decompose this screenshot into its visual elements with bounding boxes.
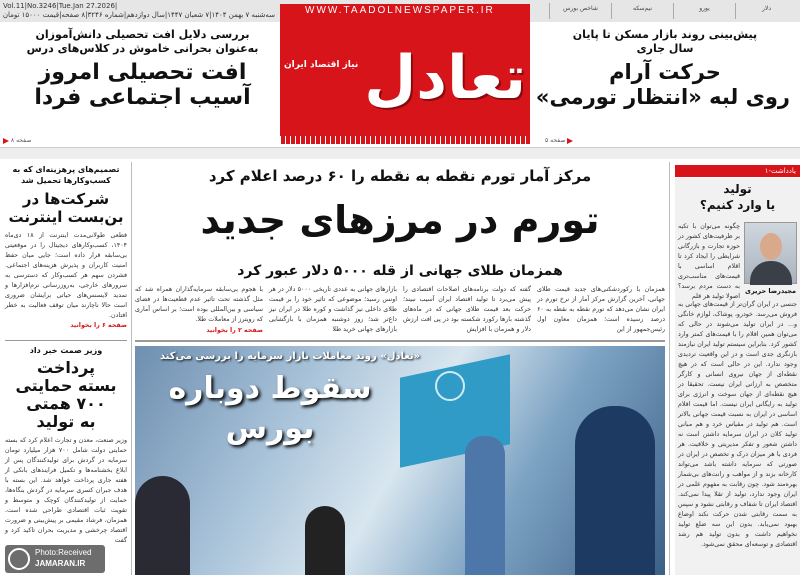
ticker-half-coin: نیم‌سکه [611,3,673,19]
story-headline-line2: روی لبه «انتظار تورمی» [535,85,790,109]
person-figure [465,436,505,575]
person-figure [575,406,655,575]
lead-kicker: مرکز آمار تورم نقطه به نقطه را ۶۰ درصد اعلام کرد [208,167,592,185]
note-lead: چگونه می‌توان با تکیه بر ظرفیت‌های کشور در حوزه تجارت و بازرگانی شرایطی را ایجاد کرد تا اقلام اساسی با قیمت‌های مناسب‌تری به دست مردم برسد؟ اصولا تولید هر قلم [678,223,740,300]
ticker-stock-index: شاخص بورس [549,3,611,19]
logo-tagline: نیاز اقتصاد ایران [284,60,359,70]
website-url: WWW.TAADOLNEWSPAPER.IR [305,5,495,16]
photo-credit-source: JAMARAN.IR [35,559,86,568]
lead-column-4: با هجوم بی‌سابقه سرمایه‌گذاران همراه شد که مثل گذشته تحت تاثیر عدم قطعیت‌ها در فضای سیاسی و بین‌المللی بوده است؛ بر اساس آماری که رویترز از معاملات طلا. [135,286,263,323]
author-name: مجیدرضا حریری [744,287,796,295]
top-left-story[interactable] [20,28,265,110]
author-photo [744,222,797,284]
story-body: قطعی طولانی‌مدت اینترنت از ۱۸ دی‌ماه ۱۴۰۴، کسب‌وکارهای دیجیتال را در موقعیتی بی‌سابقه قرار داده است؛ جایی میان حفظ امنیت کاربران و پذیرش هزینه‌های اجتماعی. فشردن سهم هر کسب‌وکار که دسترسی به سرورهای خارجی، به‌روزرسانی نرم‌افزارها و تمدید لایسنس‌های حیاتی برایشان ضروری است حالا ناچارند میان توقف فعالیت به خطر افتادن. [5,232,128,319]
left-story-1[interactable] [5,164,127,331]
note-title-line2[interactable]: یا وارد کنیم؟ [699,198,776,212]
logo-ruler-decoration [280,136,530,144]
story-headline-line3: ۷۰۰ همتی [26,394,106,413]
continue-link[interactable]: صفحه ۶ را بخوانید [70,322,127,329]
story-headline: شرکت‌ها در [22,190,110,208]
ticker-euro: یورو [673,3,735,19]
ticker-dollar: دلار [735,3,797,19]
logo-wordmark: تعادل [364,43,526,113]
note-title[interactable]: تولید [723,182,752,196]
photo-story-headline-line2[interactable]: بورس [225,411,315,446]
story-headline-line2: بسته حمایتی [15,376,117,395]
lead-continue-link[interactable]: صفحه ۲ را بخوانید [206,327,263,334]
section-divider [0,147,800,159]
divider [5,340,127,341]
story-kicker: بررسی دلایل افت تحصیلی دانش‌آموزان به‌عنوان بحرانی خاموش در کلاس‌های درس [26,28,259,55]
photo-credit-text: Photo:Received [35,548,92,557]
story-kicker: وزیر صمت خبر داد [29,346,103,355]
story-headline-line2: بن‌بست اینترنت [8,208,124,226]
author-suit [750,261,792,285]
photo-credit-watermark [5,545,105,573]
story-headline: افت تحصیلی امروز [38,60,247,85]
story-headline: حرکت آرام [609,60,721,84]
left-story-2[interactable] [5,345,127,544]
person-figure [305,506,345,575]
story-headline-line2: آسیب اجتماعی فردا [34,85,251,110]
lead-column-2: گفته که دولت برنامه‌های اصلاحات اقتصادی را پیش می‌برد تا تولید اقتصاد ایران آسیب نبیند؛ حرکت بعد قیمت طلای جهانی که در ماه‌های گذشته بارها رکورد شکسته بود در پی افت ارزش دلار و همزمان با افزایش [403,286,531,333]
jamaran-logo-icon [8,548,30,570]
note-label-bar: یادداشت-۱ [675,165,800,177]
page-reference-left[interactable]: صفحه ۸ [3,137,31,145]
dateline-english: Vol.11|No.3246|Tue.Jan 27.2026| [3,2,118,10]
person-figure [135,476,190,575]
story-body: وزیر صنعت، معدن و تجارت اعلام کرد که بسته حمایتی دولت شامل ۷۰۰ هزار میلیارد تومان سرمایه در گردش برای تولیدکنندگان پس از ابلاغ بخشنامه‌ها و تکمیل فرایندهای بانکی از هفته جاری پرداخت خواهد شد. این بسته با هدف جبران کسری سرمایه در گردش بنگاه‌ها، حمایت از تولیدکنندگان کوچک و متوسط و تقویت ثبات اقتصادی طراحی شده است. همزمان، فرشاد مقیمی بر پیش‌بینی و ضرورت اقتصاد چرخشی و مدیریت بحران تاکید کرد و گفت [5,437,127,544]
top-right-story[interactable] [535,28,790,110]
divider [135,340,665,342]
dateline-persian: سه‌شنبه ۷ بهمن ۱۴۰۴|۷ شعبان ۱۴۴۷|سال دوازدهم|شماره ۳۲۴۶|۸ صفحه|قیمت ۱۵۰۰۰ تومان [2,11,275,19]
arrow-icon [3,138,9,144]
note-body: جنسی در ایران گران‌تر از قیمت‌های جهانی به فروش می‌رسد. خودرو، پوشاک، لوازم خانگی و... در ایران تولید می‌شوند در حالی که می‌توان همین اقلام را با قیمت‌های کمتر وارد کشور کرد. بنابراین سیستم تولید ایران نیازمند بازنگری جدی است و در این واقعیت تردیدی وجود ندارد. این در حالی است که در هیچ نقطه‌ای از جهان نیروی انسانی و کارگر متخصص به ارزانی ایران نیست. تحقیقا در هیچ نقطه‌ای از جهان سوخت و انرژی برای تولید به رایگانی ایران نیست. اما قیمت اقلام اساسی در ایران به نسبت قیمت جهانی بالاتر است. هم تولید در مقیاس خرد و هم مبانی تولید کلان در ایران سرمایه داشتن است نه داشتن شعور و تفکر مدیریتی و خلاقیت. هر فردی با هر میزان درک و تخصص در ایران در صورتی که سرمایه داشته باشد می‌تواند کارخانه بزند و از مواهب و رانت‌های بی‌شمار بهره‌مند شود. چون رقابت به مفهوم علمی در ایران وجود ندارد، تولید از تقلا پیدا نمی‌کند. اقتصاد ایران تا شفاف و رقابتی نشود و سپس به سمت رقابتی شدن حرکت نکند اوضاع بهبود نمی‌یابد. بدون این سه ضلع تولید نخواهیم داشت و بدون تولید هم رشد اقتصادی و توسعه‌ای محقق نمی‌شود. [678,301,797,548]
lead-subhead: همزمان طلای جهانی از قله ۵۰۰۰ دلار عبور کرد [237,263,563,279]
column-divider [669,162,670,575]
story-headline-line4: به تولید [36,412,96,431]
story-headline: پرداخت [36,358,96,377]
emblem-icon [435,371,465,401]
photo-story-headline[interactable]: سقوط دوباره [168,371,372,406]
arrow-icon [567,138,573,144]
lead-headline[interactable]: تورم در مرزهای جدید [200,198,600,242]
lead-column-3: بازارهای جهانی به عددی تاریخی ۵۰۰۰ دلار در هر اونس رسید؛ موضوعی که تاثیر خود را بر قیمت طلای داخلی نیز گذاشت و کوره طلا در ایران نیز داغ‌تر شد؛ روز دوشنبه همزمان با بازگشایی بازارهای جهانی خرید طلا [269,286,397,333]
story-kicker: تصمیم‌های پرهزینه‌ای که به کسب‌وکارها تحمیل شد [12,165,120,185]
author-face [760,233,782,260]
story-kicker: پیش‌بینی روند بازار مسکن تا پایان سال جاری [572,28,758,55]
photo-story-kicker: «تعادل» روند معاملات بازار سرمایه را بررسی می‌کند [159,351,421,362]
column-divider [131,162,132,575]
page-reference-right[interactable]: صفحه ۵ [545,137,573,145]
lead-column-1: همزمان با رکوردشکنی‌های جدید قیمت طلای جهانی، آخرین گزارش مرکز آمار از نرخ تورم در ایران نشان می‌دهد که تورم نقطه به نقطه به ۶۰ درصد رسیده است؛ همزمان معاون اول رئیس‌جمهور از این [537,286,665,333]
